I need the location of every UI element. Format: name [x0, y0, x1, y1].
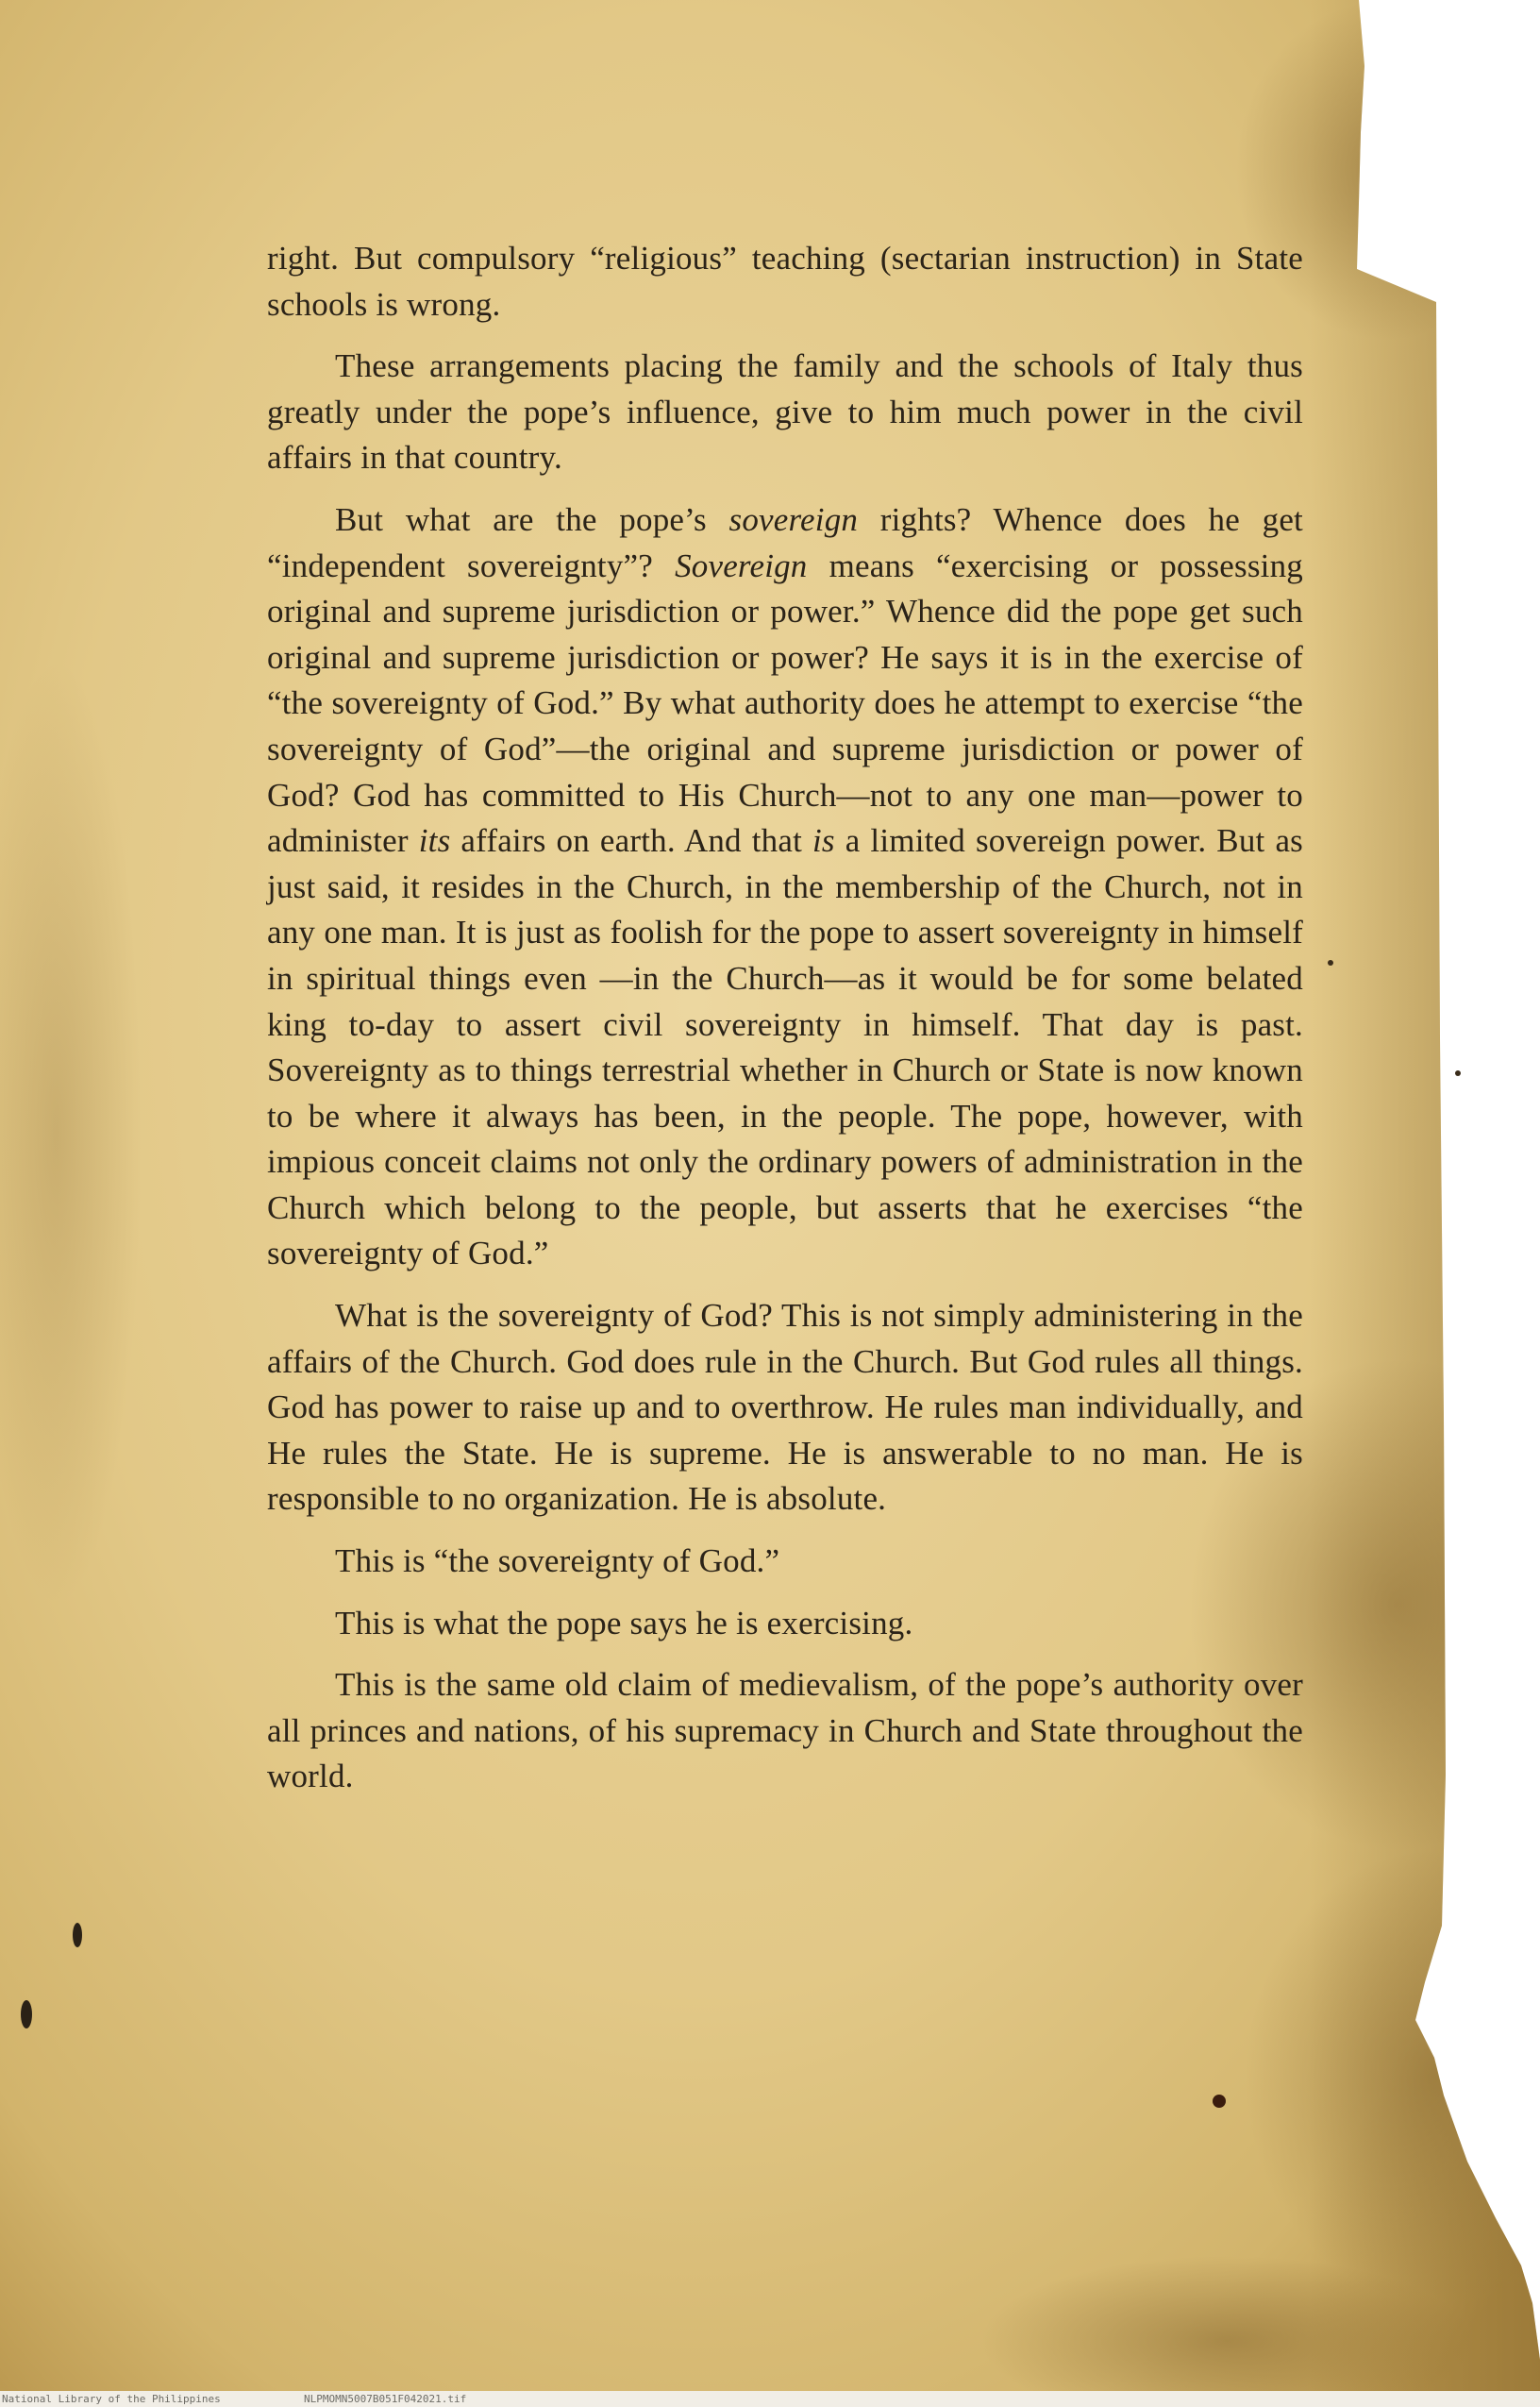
document-text: [267, 236, 1303, 1816]
text-run: right. But compulsory “religious” teaching (sectarian instruction) in State schools is wrong.: [267, 240, 1303, 323]
text-run: a limited sovereign power. But as just said, it resides in the Church, in the membership of the Church, not in any one man. It is just as foolish for the pope to assert sovereignty in himself in spiritual things even —in the Church—as it would be for some belated king to-day to assert civil sovereignty in himself. That day is past. Sovereignty as to things terrestrial whether in Church or State is now known to be where it always has been, in the people. The pope, however, with impious conceit claims not only the ordinary powers of administration in the Church which belong to the people, but asserts that he exercises “the sovereignty of God.”: [267, 822, 1303, 1272]
footer-library: National Library of the Philippines: [2, 2393, 221, 2405]
ink-spot: [73, 1923, 82, 1947]
text-run: These arrangements placing the family and the schools of Italy thus greatly under the pope’s influence, give to him much power in the civil affairs in that country.: [267, 347, 1303, 477]
ink-spot: [1328, 960, 1333, 966]
text-run: This is “the sovereignty of God.”: [335, 1542, 780, 1580]
italic-text: sovereign: [728, 500, 859, 538]
paragraph: [267, 1539, 1303, 1585]
ink-spot: [21, 2000, 32, 2028]
italic-text: Sovereign: [675, 547, 808, 584]
text-run: means “exercising or possessing original and supreme jurisdiction or power.” Whence did the pope get such original and supreme jurisdiction or power? He says it is in the exercise of “the sovereignty of God.” By what authority does he attempt to exercise “the sovereignty of God”—the original and supreme jurisdiction or power of God? God has committed to His Church—not to any one man—power to administer: [267, 547, 1303, 860]
paragraph: [267, 1662, 1303, 1800]
text-run: What is the sovereignty of God? This is not simply administering in the affairs of the Church. God does rule in the Church. But God rules all things. God has power to raise up and to overthrow. He rules man individually, and He rules the State. He is supreme. He is answerable to no man. He is responsible to no organization. He is absolute.: [267, 1297, 1303, 1518]
text-run: But what are the pope’s: [335, 500, 729, 538]
text-run: affairs on earth. And that: [450, 822, 812, 860]
paragraph: [267, 1601, 1303, 1647]
text-run: This is the same old claim of medievalism, of the pope’s authority over all princes and nations, of his supremacy in Church and State throughout the world.: [267, 1666, 1303, 1795]
italic-text: its: [418, 822, 451, 860]
paragraph: [267, 497, 1303, 1277]
paragraph: [267, 236, 1303, 328]
italic-text: is: [812, 822, 835, 860]
ink-spot: [1213, 2095, 1226, 2108]
paragraph: [267, 344, 1303, 481]
text-run: This is what the pope says he is exercising.: [335, 1604, 913, 1641]
paragraph: [267, 1293, 1303, 1523]
footer-file-id: NLPMOMN5007B051F042021.tif: [304, 2393, 467, 2405]
ink-spot: [1455, 1070, 1461, 1076]
text-run: rights? Whence does he get “independent sovereignty”?: [267, 500, 1303, 584]
scan-footer: [0, 2391, 1540, 2407]
